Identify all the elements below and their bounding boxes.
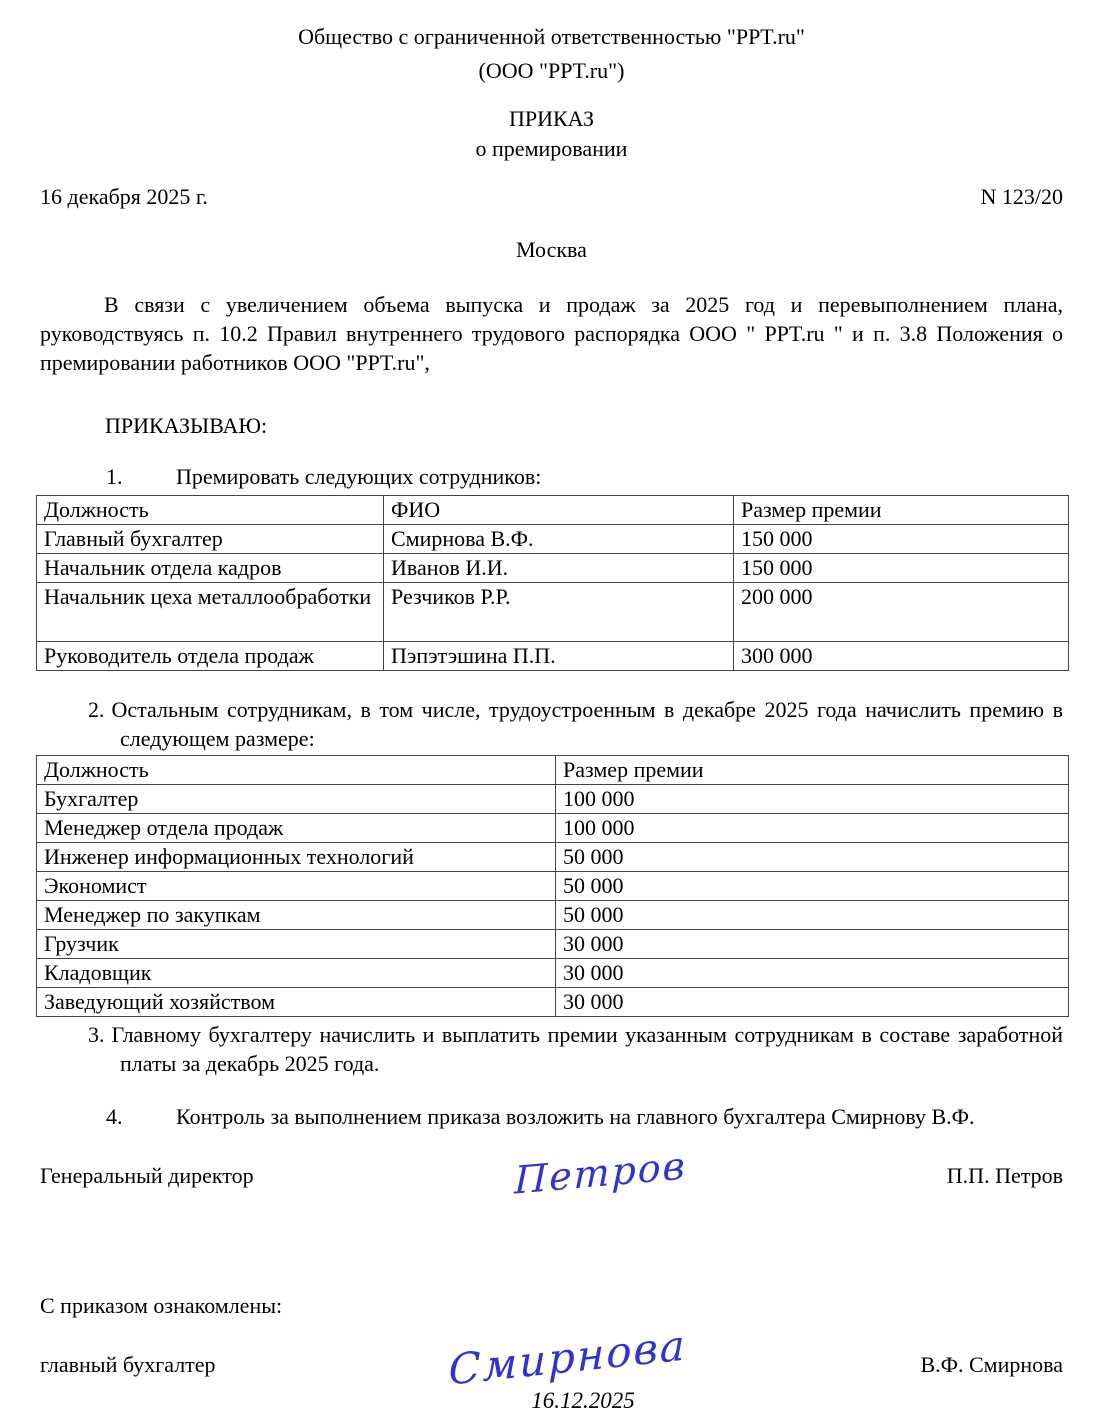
table-row: [37, 525, 1069, 554]
order-item-3: [88, 1020, 1063, 1078]
column-header-fio: ФИО: [384, 496, 734, 525]
bonus-table-named-employees: [36, 495, 1069, 671]
cell-position: Экономист: [37, 872, 556, 901]
cell-bonus: 200 000: [734, 583, 1069, 642]
table-row: [37, 988, 1069, 1017]
preamble-paragraph: В связи с увеличением объема выпуска и продаж за 2025 год и перевыполнением плана, руководствуясь п. 10.2 Правил внутреннего трудового распорядка ООО " PPT.ru " и п. 3.8 Положения о премировании работников ООО "PPT.ru",: [40, 292, 1063, 375]
column-header-bonus: Размер премии: [556, 756, 1069, 785]
company-full-name: Общество с ограниченной ответственностью "PPT.ru": [298, 24, 805, 49]
item-1-text: Премировать следующих сотрудников:: [176, 464, 542, 489]
item-3-number: 3.: [88, 1022, 105, 1047]
accountant-signature-script: Смирнова: [448, 1320, 688, 1395]
director-title: Генеральный директор: [40, 1163, 254, 1188]
bonus-table-other-employees: [36, 755, 1069, 1017]
director-signature-area: [254, 1143, 947, 1203]
acknowledgement-label: С приказом ознакомлены:: [40, 1293, 283, 1318]
cell-bonus: 50 000: [556, 843, 1069, 872]
column-header-bonus: Размер премии: [734, 496, 1069, 525]
cell-position: Руководитель отдела продаж: [37, 642, 384, 671]
director-name: П.П. Петров: [946, 1163, 1063, 1188]
order-item-1: [40, 462, 1063, 491]
cell-position: Грузчик: [37, 930, 556, 959]
table-row: [37, 843, 1069, 872]
item-3-text: Главному бухгалтеру начислить и выплатить премии указанным сотрудникам в составе заработной платы за декабрь 2025 года.: [111, 1022, 1063, 1076]
cell-bonus: 100 000: [556, 814, 1069, 843]
accountant-signature-row: [40, 1320, 1063, 1415]
cell-bonus: 150 000: [734, 525, 1069, 554]
cell-fio: Пэпэтэшина П.П.: [384, 642, 734, 671]
accountant-title: главный бухгалтер: [40, 1352, 216, 1377]
cell-bonus: 30 000: [556, 988, 1069, 1017]
cell-bonus: 30 000: [556, 930, 1069, 959]
date-number-row: [40, 182, 1063, 211]
table-row: [37, 554, 1069, 583]
document-subtitle: о премировании: [475, 136, 628, 161]
cell-fio: Иванов И.И.: [384, 554, 734, 583]
document-date: 16 декабря 2025 г.: [40, 184, 208, 209]
cell-bonus: 300 000: [734, 642, 1069, 671]
cell-bonus: 30 000: [556, 959, 1069, 988]
cell-position: Менеджер по закупкам: [37, 901, 556, 930]
order-item-4: [40, 1102, 1063, 1131]
document-city: Москва: [516, 237, 587, 262]
order-keyword: ПРИКАЗЫВАЮ:: [105, 413, 268, 438]
table-header-row: [37, 756, 1069, 785]
table-row: [37, 814, 1069, 843]
document-number: N 123/20: [980, 184, 1063, 209]
company-short-name: (ООО "PPT.ru"): [478, 58, 625, 83]
document-title: ПРИКАЗ: [508, 106, 595, 131]
table-row: [37, 785, 1069, 814]
acknowledgement-date: 16.12.2025: [531, 1388, 635, 1413]
cell-bonus: 100 000: [556, 785, 1069, 814]
column-header-position: Должность: [37, 756, 556, 785]
table-row: [37, 959, 1069, 988]
cell-position: Кладовщик: [37, 959, 556, 988]
table-row: [37, 930, 1069, 959]
column-header-position: Должность: [37, 496, 384, 525]
director-signature-script: Петров: [513, 1143, 687, 1203]
cell-position: Заведующий хозяйством: [37, 988, 556, 1017]
cell-position: Инженер информационных технологий: [37, 843, 556, 872]
table-row: [37, 583, 1069, 642]
cell-position: Бухгалтер: [37, 785, 556, 814]
accountant-signature-area: [216, 1320, 921, 1415]
order-item-2: [88, 695, 1063, 753]
table-header-row: [37, 496, 1069, 525]
cell-fio: Резчиков Р.Р.: [384, 583, 734, 642]
cell-position: Менеджер отдела продаж: [37, 814, 556, 843]
item-2-text: Остальным сотрудникам, в том числе, трудоустроенным в декабре 2025 года начислить премию в следующем размере:: [111, 697, 1063, 751]
director-signature-row: [40, 1143, 1063, 1245]
cell-bonus: 50 000: [556, 872, 1069, 901]
cell-position: Начальник отдела кадров: [37, 554, 384, 583]
accountant-name: В.Ф. Смирнова: [920, 1352, 1063, 1377]
cell-position: Начальник цеха металлообработки: [37, 583, 384, 642]
item-4-number: 4.: [106, 1104, 123, 1129]
table-row: [37, 901, 1069, 930]
table-row: [37, 872, 1069, 901]
cell-bonus: 50 000: [556, 901, 1069, 930]
cell-bonus: 150 000: [734, 554, 1069, 583]
cell-fio: Смирнова В.Ф.: [384, 525, 734, 554]
item-2-number: 2.: [88, 697, 105, 722]
table-row: [37, 642, 1069, 671]
cell-position: Главный бухгалтер: [37, 525, 384, 554]
item-1-number: 1.: [106, 464, 123, 489]
item-4-text: Контроль за выполнением приказа возложить на главного бухгалтера Смирнову В.Ф.: [176, 1104, 975, 1129]
